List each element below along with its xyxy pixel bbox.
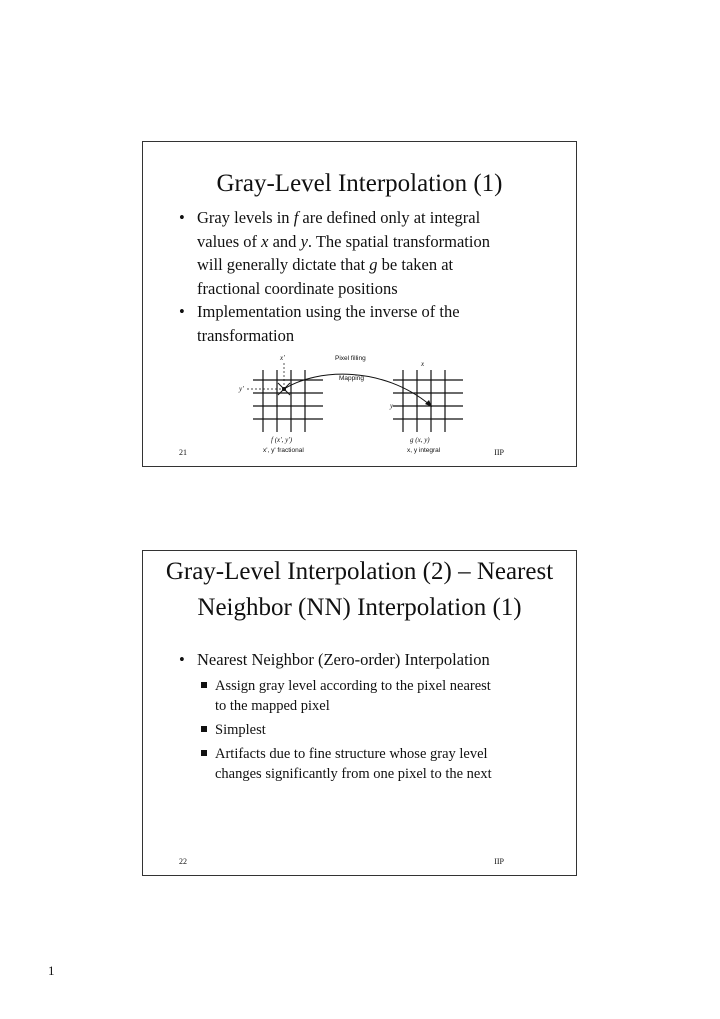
bullet-item: [143, 300, 576, 347]
slide-title: Gray-Level Interpolation (2) – Nearest Neighbor (NN) Interpolation (1): [165, 558, 554, 621]
bullet-list: [143, 648, 576, 788]
slide-number: 22: [179, 857, 187, 866]
figure-caption-right-2: x, y integral: [407, 447, 441, 454]
figure-label-yprime: y': [239, 385, 244, 393]
subbullet-item: Assign gray level according to the pixel nearest to the mapped pixel: [143, 676, 576, 716]
subbullet-item: Simplest: [143, 720, 576, 740]
square-bullet-icon: [201, 750, 207, 756]
square-bullet-icon: [201, 726, 207, 732]
bullet-item: [143, 648, 576, 784]
slide-footer: IIP: [494, 857, 504, 866]
figure-caption-right-1: g (x, y): [410, 436, 430, 444]
figure-label-xprime: x': [280, 354, 285, 362]
subbullet-list: [197, 676, 576, 784]
bullet-item: [143, 206, 576, 300]
slide-title: Gray-Level Interpolation (1): [216, 170, 503, 197]
square-bullet-icon: [201, 682, 207, 688]
slide-22: [142, 550, 577, 876]
slide-footer: IIP: [494, 448, 504, 457]
figure-label-y: y: [390, 402, 394, 410]
page-number: 1: [48, 963, 55, 978]
figure-caption-left-1: f (x', y'): [271, 436, 293, 444]
bullet-text: Gray levels in f are defined only at integral values of x and y. The spatial transformation will generally dictate that g be taken at fractional coordinate positions: [197, 208, 490, 298]
bullet-dot: •: [179, 302, 185, 321]
bullet-text: Nearest Neighbor (Zero-order) Interpolation: [197, 650, 490, 669]
slide-21: [142, 141, 577, 467]
bullet-dot: •: [179, 208, 185, 227]
bullet-text: Implementation using the inverse of the transformation: [197, 302, 460, 345]
bullet-dot: •: [179, 650, 185, 669]
slide-number: 21: [179, 448, 187, 457]
figure-caption-left-2: x', y' fractional: [263, 447, 304, 454]
figure-label-mapping: Mapping: [339, 375, 364, 382]
figure-label-x: x: [421, 360, 425, 368]
bullet-list: [143, 206, 576, 347]
figure-label-pixel-filling: Pixel filling: [335, 355, 366, 362]
interpolation-diagram: [233, 350, 493, 458]
subbullet-item: Artifacts due to fine structure whose gray level changes significantly from one pixel to the next: [143, 744, 576, 784]
